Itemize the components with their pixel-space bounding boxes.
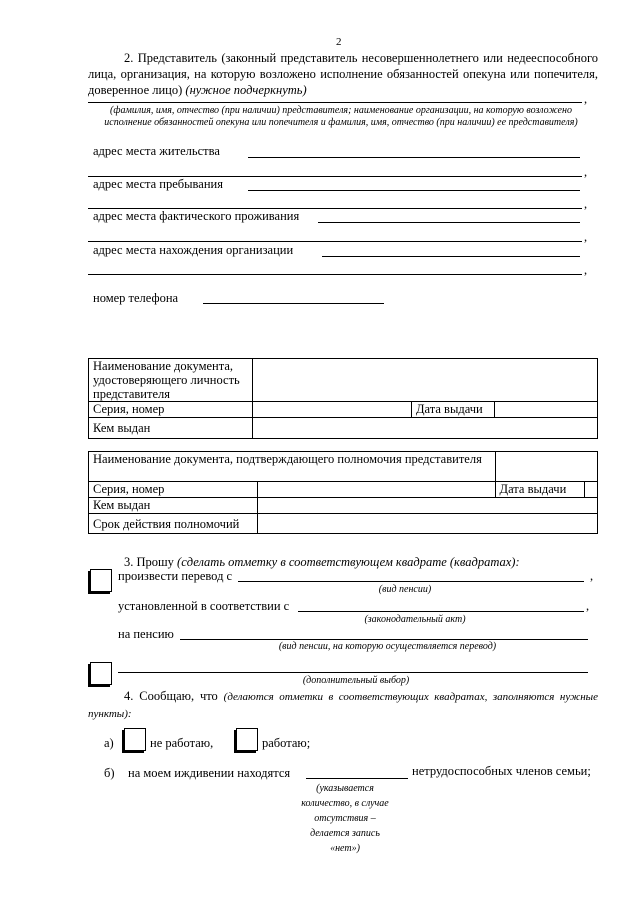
comma: , (584, 92, 588, 106)
id-issued-by-label: Кем выдан (89, 418, 253, 439)
comma: , (584, 230, 588, 244)
section4-note: (делаются отметки в соответствующих квадратах, заполняются нужные пункты): (88, 691, 598, 720)
auth-issued-by-label: Кем выдан (89, 498, 258, 514)
addr-stay-label: адрес места пребывания (93, 177, 223, 191)
comma: , (586, 599, 590, 613)
section3-heading (124, 555, 520, 570)
auth-validity-field[interactable] (258, 514, 598, 534)
comma: , (584, 165, 588, 179)
transfer-label: произвести перевод с (118, 569, 233, 583)
section4-title: 4. Сообщаю, что (124, 689, 218, 703)
section3-title: 3. Прошу (124, 555, 174, 569)
auth-doc-name-label: Наименование документа, подтверждающего полномочия представителя (89, 452, 496, 482)
count-caption-line-2: количество, в случае (301, 798, 389, 809)
extra-choice-caption: (дополнительный выбор) (302, 675, 410, 686)
auth-issue-date-field[interactable] (584, 482, 597, 498)
id-doc-name-label: Наименование документа, удостоверяющего личность представителя (89, 359, 253, 402)
representative-caption: (фамилия, имя, отчество (при наличии) представителя; наименование организации, на которую возложено исполнение обязанностей опекуна или попечителя и фамилия, имя, отчество (при наличии) ее представителя) (104, 105, 578, 128)
not-working-checkbox[interactable] (124, 728, 146, 751)
to-pension-label: на пенсию (118, 627, 174, 641)
comma: , (584, 197, 588, 211)
section2-paragraph (88, 50, 598, 98)
pension-caption: (вид пенсии) (378, 584, 432, 595)
addr-actual-label: адрес места фактического проживания (93, 209, 300, 223)
not-working-label: не работаю, (150, 736, 214, 750)
extra-choice-checkbox[interactable] (90, 662, 112, 685)
count-caption-line-4: делается запись (310, 828, 380, 839)
working-label: работаю; (262, 736, 311, 750)
auth-series-field[interactable] (258, 482, 496, 498)
id-issue-date-field[interactable] (495, 402, 598, 418)
count-caption (290, 781, 400, 856)
target-pension-caption: (вид пенсии, на которую осуществляется перевод) (278, 641, 497, 652)
id-doc-name-field[interactable] (253, 359, 598, 402)
comma: , (584, 263, 588, 277)
id-issue-date-label: Дата выдачи (412, 402, 495, 418)
transfer-from-line[interactable] (238, 581, 584, 582)
auth-issue-date-label: Дата выдачи (495, 482, 584, 498)
addr-residence-label: адрес места жительства (93, 144, 220, 158)
auth-validity-label: Срок действия полномочий (89, 514, 258, 534)
addr-actual-line-1[interactable] (318, 222, 580, 223)
extra-choice-line[interactable] (118, 672, 588, 673)
addr-residence-line-1[interactable] (248, 157, 580, 158)
dependents-tail: нетрудоспособных членов семьи; (412, 764, 591, 778)
to-pension-line[interactable] (180, 639, 588, 640)
auth-series-label: Серия, номер (89, 482, 258, 498)
addr-org-line-2[interactable] (88, 274, 582, 275)
section3-note: (сделать отметку в соответствующем квадрате (квадратах): (177, 555, 520, 569)
act-caption: (законодательный акт) (364, 614, 466, 625)
section2-note: (нужное подчеркнуть) (185, 83, 307, 97)
count-caption-line-3: отсутствия – (314, 813, 376, 824)
established-line[interactable] (298, 611, 584, 612)
phone-label: номер телефона (93, 291, 179, 305)
id-series-label: Серия, номер (89, 402, 253, 418)
count-caption-line-5: «нет») (330, 843, 360, 854)
addr-org-label: адрес места нахождения организации (93, 243, 294, 257)
comma: , (590, 569, 594, 583)
count-caption-line-1: (указывается (316, 783, 374, 794)
page-number: 2 (336, 36, 342, 48)
dependents-count-line[interactable] (306, 778, 408, 779)
dependents-label: на моем иждивении находятся (128, 766, 291, 780)
authority-document-table (88, 451, 598, 534)
addr-org-line-1[interactable] (322, 256, 580, 257)
addr-actual-line-2[interactable] (88, 241, 582, 242)
addr-stay-line-1[interactable] (248, 190, 580, 191)
id-issued-by-field[interactable] (253, 418, 598, 439)
id-document-table (88, 358, 598, 439)
working-checkbox[interactable] (236, 728, 258, 751)
item-a-label: а) (104, 736, 114, 750)
established-label: установленной в соответствии с (118, 599, 290, 613)
section4-paragraph (88, 688, 598, 722)
phone-line[interactable] (203, 303, 384, 304)
auth-doc-name-field[interactable] (495, 452, 597, 482)
section2-number: 2. (124, 51, 134, 65)
representative-name-line[interactable] (88, 102, 582, 103)
auth-issued-by-field[interactable] (258, 498, 598, 514)
section2-text: Представитель (законный представитель несовершеннолетнего или недееспособного лица, организация, на которую возложено исполнение обязанностей опекуна или попечителя, доверенное лицо) (88, 51, 599, 97)
transfer-checkbox[interactable] (90, 569, 112, 592)
item-b-label: б) (104, 766, 115, 780)
id-series-field[interactable] (253, 402, 412, 418)
